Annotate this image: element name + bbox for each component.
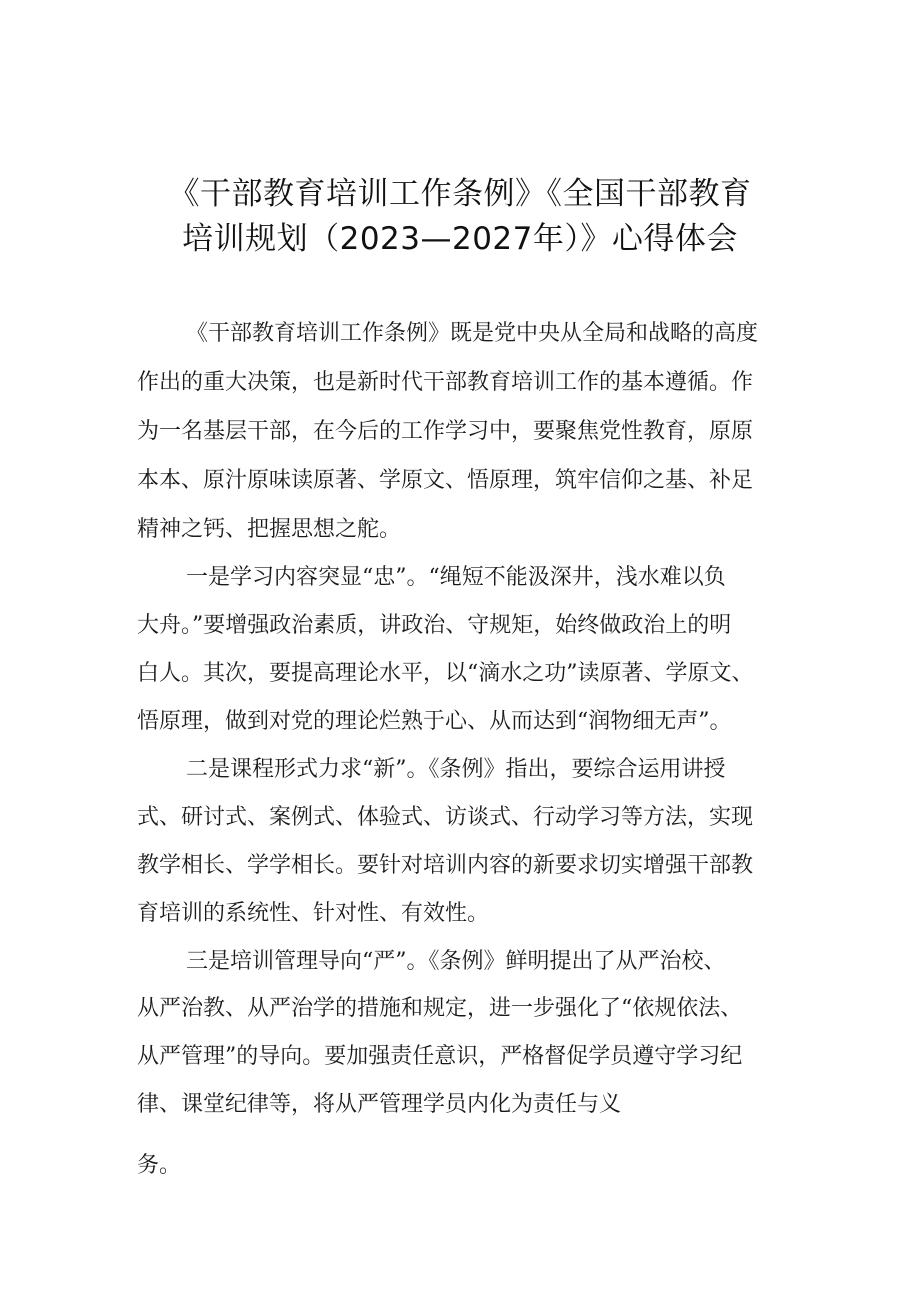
paragraph-point-two-line: 育培训的系统性、针对性、有效性。	[137, 901, 490, 926]
document-title-line-1: 《干部教育培训工作条例》《全国干部教育	[168, 176, 752, 212]
paragraph-point-two-line: 式、研讨式、案例式、体验式、访谈式、行动学习等方法，实现	[137, 805, 754, 830]
paragraph-intro-line: 本本、原汁原味读原著、学原文、悟原理，筑牢信仰之基、补足	[137, 468, 754, 493]
paragraph-point-one-line: 一是学习内容突显“忠”。“绳短不能汲深井，浅水难以负	[186, 565, 726, 590]
document-title-line-2: 培训规划（2023—2027年）》心得体会	[182, 221, 738, 257]
paragraph-intro-line: 作出的重大决策，也是新时代干部教育培训工作的基本遵循。作	[137, 370, 754, 395]
paragraph-point-three-line: 务。	[137, 1153, 182, 1178]
paragraph-intro-line: 《干部教育培训工作条例》既是党中央从全局和战略的高度	[186, 321, 759, 346]
paragraph-point-two-line: 教学相长、学学相长。要针对培训内容的新要求切实增强干部教	[137, 853, 754, 878]
paragraph-point-three-line: 从严治教、从严治学的措施和规定，进一步强化了“依规依法、	[137, 996, 743, 1021]
paragraph-point-two-line: 二是课程形式力求“新”。《条例》指出，要综合运用讲授	[186, 757, 726, 782]
paragraph-intro-line: 精神之钙、把握思想之舵。	[137, 517, 402, 542]
paragraph-point-three-line: 三是培训管理导向“严”。《条例》鲜明提出了从严治校、	[186, 949, 726, 974]
paragraph-point-one-line: 白人。其次，要提高理论水平，以“滴水之功”读原著、学原文、	[137, 661, 754, 686]
paragraph-point-one-line: 悟原理，做到对党的理论烂熟于心、从而达到“润物细无声”。	[137, 709, 732, 734]
paragraph-point-three-line: 从严管理”的导向。要加强责任意识，严格督促学员遵守学习纪	[137, 1044, 743, 1069]
paragraph-point-one-line: 大舟。”要增强政治素质，讲政治、守规矩，始终做政治上的明	[137, 613, 732, 638]
paragraph-intro-line: 为一名基层干部，在今后的工作学习中，要聚焦党性教育，原原	[137, 419, 754, 444]
paragraph-point-three-line: 律、课堂纪律等，将从严管理学员内化为责任与义	[137, 1092, 622, 1117]
